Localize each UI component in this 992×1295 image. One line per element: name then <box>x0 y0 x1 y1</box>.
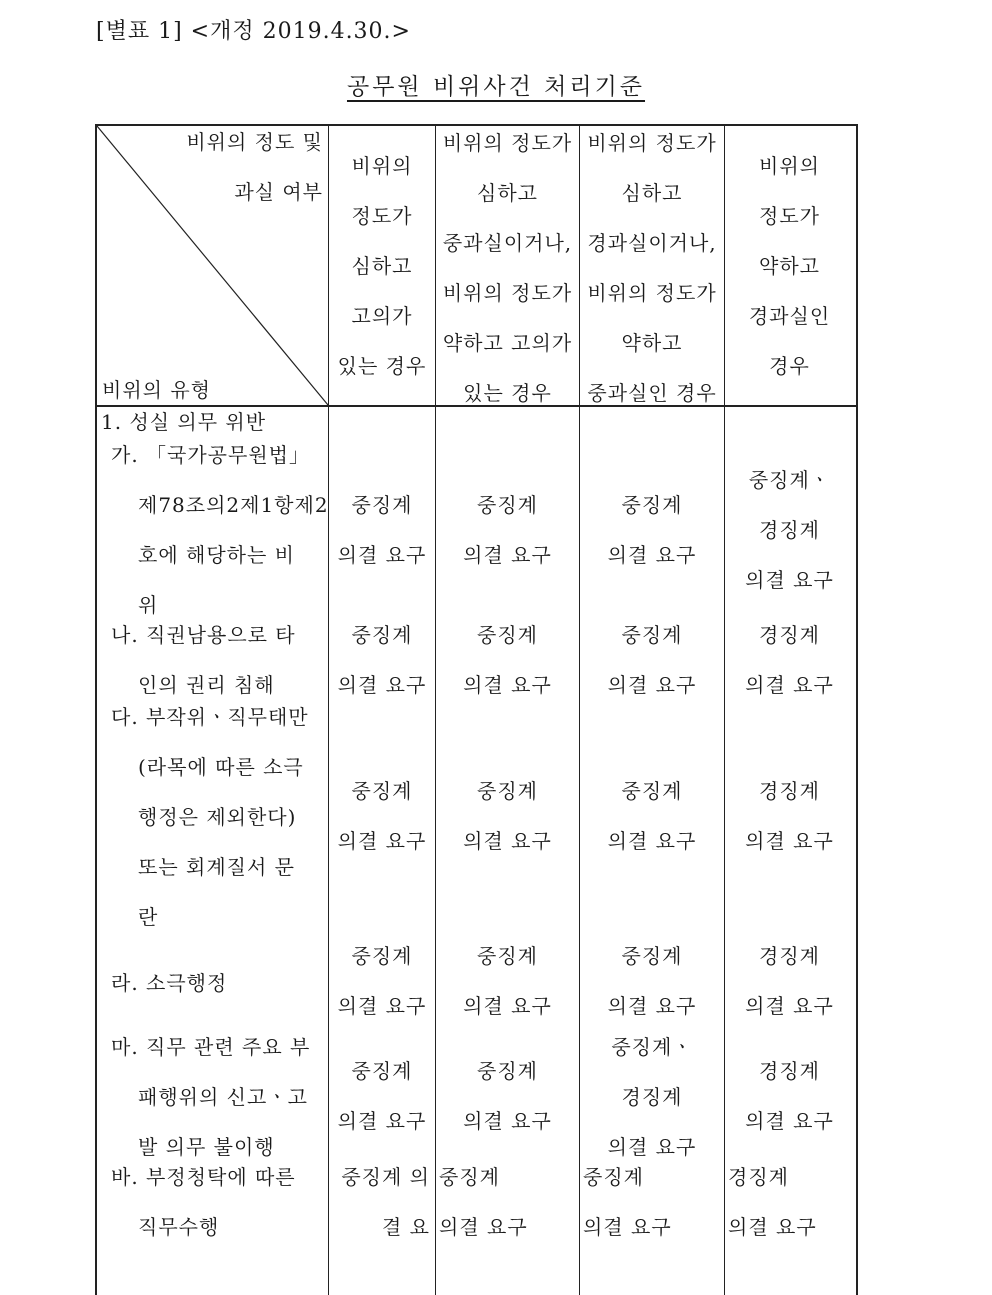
penalty-cell: 중징계 의결 요구 <box>607 493 697 567</box>
penalty-cell: 중징계 의결 요구 <box>607 623 697 697</box>
column-header-3: 비위의 정도가 심하고 경과실이거나, 비위의 정도가 약하고 중과실인 경우 <box>587 131 717 405</box>
violation-type-da: 다. 부작위ㆍ직무태만 (라목에 따른 소극 행정은 제외한다) 또는 회계질서 문 란 <box>111 705 309 929</box>
penalty-cell: 중징계 의결 요구 <box>607 944 697 1018</box>
penalty-cell: 경징계 의결 요구 <box>745 779 834 853</box>
penalty-cell: 중징계 의결 요구 <box>463 623 552 697</box>
violation-type-ra: 라. 소극행정 <box>111 971 228 995</box>
penalty-cell: 중징계 의 결 요 <box>341 1165 430 1239</box>
penalty-cell: 경징계 의결 요구 <box>745 623 834 697</box>
column-header-2: 비위의 정도가 심하고 중과실이거나, 비위의 정도가 약하고 고의가 있는 경우 <box>442 131 573 405</box>
penalty-cell: 중징계 의결 요구 <box>583 1165 672 1239</box>
section-label: 1. 성실 의무 위반 <box>101 410 267 434</box>
column-header-4: 비위의 정도가 약하고 경과실인 경우 <box>748 154 831 378</box>
penalty-cell: 중징계 의결 요구 <box>607 779 697 853</box>
penalty-cell: 중징계 의결 요구 <box>337 779 427 853</box>
violation-type-ga: 가. 「국가공무원법」 제78조의2제1항제2 호에 해당하는 비 위 <box>111 443 329 617</box>
penalty-cell: 중징계 의결 요구 <box>463 493 552 567</box>
penalty-cell: 중징계 의결 요구 <box>463 779 552 853</box>
penalty-cell: 중징계 의결 요구 <box>337 493 427 567</box>
disciplinary-criteria-table <box>95 124 858 1295</box>
penalty-cell: 중징계 의결 요구 <box>337 623 427 697</box>
penalty-cell: 중징계 의결 요구 <box>463 1059 552 1133</box>
penalty-cell: 중징계ㆍ 경징계 의결 요구 <box>745 468 834 592</box>
annex-note: [별표 1] <개정 2019.4.30.> <box>96 19 411 44</box>
document-title: 공무원 비위사건 처리기준 <box>346 74 646 100</box>
penalty-cell: 중징계 의결 요구 <box>337 944 427 1018</box>
violation-type-ma: 마. 직무 관련 주요 부 패행위의 신고ㆍ고 발 의무 불이행 <box>111 1035 311 1159</box>
penalty-cell: 경징계 의결 요구 <box>745 1059 834 1133</box>
violation-type-na: 나. 직권남용으로 타 인의 권리 침해 <box>111 623 296 697</box>
penalty-cell: 중징계 의결 요구 <box>337 1059 427 1133</box>
penalty-cell: 중징계 의결 요구 <box>439 1165 528 1239</box>
penalty-cell: 경징계 의결 요구 <box>745 944 834 1018</box>
violation-type-ba: 바. 부정청탁에 따른 직무수행 <box>111 1165 296 1239</box>
penalty-cell: 경징계 의결 요구 <box>728 1165 817 1239</box>
penalty-cell: 중징계 의결 요구 <box>463 944 552 1018</box>
corner-bottom-label: 비위의 유형 <box>102 378 211 402</box>
corner-top-label: 비위의 정도 및 과실 여부 <box>186 130 323 204</box>
column-header-1: 비위의 정도가 심하고 고의가 있는 경우 <box>337 154 427 378</box>
penalty-cell: 중징계ㆍ 경징계 의결 요구 <box>607 1035 697 1159</box>
